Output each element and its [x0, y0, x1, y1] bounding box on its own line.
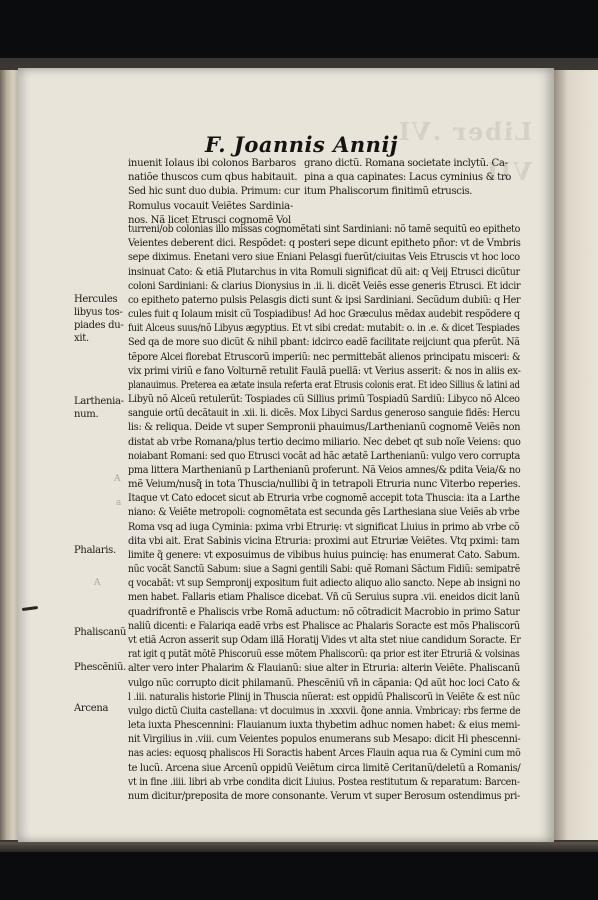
text-line: Sed qa de more suo dicũt & nihil pbant: idcirco eadẽ facilitate reijciunt qua pferũt. Nã [128, 337, 520, 349]
margin-note-line: Larthenia- [74, 396, 124, 407]
text-line: Sed hic sunt duo dubia. Primum: cur [128, 186, 300, 198]
text-line: Libyũ nõ Alceũ retulerũt: Tospiades cũ Sillius primũ Tospiadũ Sardiũ: Libyco nõ Alceo [128, 394, 520, 406]
margin-note-hercules [74, 293, 128, 345]
text-line: limite q̃ genere: vt exposuimus de vibibus huius puincię: has enumerat Cato. Sabum. [128, 549, 520, 561]
text-line: te lucũ. Arcena siue Arcenũ oppidũ Veiẽtum circa limitẽ Ceritanũ/deletũ a Romanis/ [128, 762, 521, 774]
text-line: vt etiã Acron asserit sup Odam illã Horatij Vides vt alta stet niue candidum Soracte. Er [128, 634, 521, 646]
text-line: nas acies: equosq phaliscos Hi Soractis habent Arces Flauin aqua rua & Cymini cum mõ [128, 748, 521, 760]
text-line: co epitheto paterno pulsis Pelasgis dicti sunt & ipsi Sardiniani. Secũdum dubiũ: q Her [128, 294, 521, 306]
margin-note-larthenianum [74, 395, 128, 421]
text-line: vt in fine .iiii. libri ab vrbe condita dicit Liuius. Postea restitutum & reparatum: Barcen- [128, 776, 520, 788]
ghost-letter: A [114, 474, 121, 484]
text-line: Veientes deberent dici. Respõdet: q posteri sepe dicunt epitheto pñor: vt de Vmbris [128, 238, 521, 250]
margin-note-line: Phalaris. [74, 545, 116, 556]
ghost-letter: a [116, 498, 122, 508]
text-line: sepe diximus. Enetani vero siue Eniani Pelasgi fuerũt/ciuitas Veis Etruscis vt hoc loco [128, 252, 520, 264]
text-line: Roma vsq ad iuga Cyminia: pxima vrbi Etrurię: vt significat Liuius in primo ab vrbe cõ [128, 521, 520, 533]
bleed-line: Liber .VI [396, 117, 532, 146]
ghost-letter: A [94, 578, 101, 588]
text-line: sanguie ortũ decãtauit in .xii. li. dicẽs. Mox Libyci Sardus generoso sanguie fidẽs: Hercu [128, 408, 520, 420]
text-line: rat igit q putãt mõtẽ Phiscoruũ esse mõtem Phaliscorũ: qa prior est iter Etruriã & volsinas [128, 649, 520, 661]
text-line: pina a qua capinates: Lacus cyminius & tro [304, 172, 512, 184]
margin-note-phaliscanum [74, 626, 128, 639]
margin-note-phalaris [74, 544, 128, 557]
margin-note-line: piades du- [74, 320, 124, 331]
bleed-line: VII [484, 157, 532, 186]
text-line: l .iii. naturalis historie Plinij in Thuscia nũerat: est oppidũ Phaliscorũ in Veiẽte & est nũc [128, 691, 520, 703]
text-line: vix primi viriũ e fano Volturnẽ retulit Faulã puellã: vt Verius asserit: & nos in aliis ex- [128, 365, 521, 377]
text-line: turreni/ob colonias illo missas cognomẽtati sint Sardiniani: nõ tamẽ sequitũ eo epitheto [128, 224, 520, 235]
text-line: lis: & reliqua. Deide vt super Sempronii phauimus/Larthenianũ cognomẽ Veiẽs non [128, 422, 521, 434]
text-line: quadrifrontẽ e Phaliscis vrbe Romã aductum: nõ cõtradicit Macrobio in primo Satur [128, 606, 520, 618]
text-line: niano: & Veiẽte metropoli: cognomẽtata est secunda gẽs Larthesiana siue Veiẽs ab vrbe [128, 507, 520, 519]
text-line: vulgo dictũ Ciuita castellana: vt docuimus in .xxxvii. q̃one annia. Vmbricay: rbs ferme de [128, 705, 521, 717]
text-line: fuit Alceus suus/nõ Libyus ægyptius. Et vt sibi credat: mutabit: o. in .e. & dicet Tespiades [128, 323, 520, 335]
text-line: grano dictũ. Romana societate inclytũ. Ca- [304, 158, 508, 169]
text-line: pma littera Marthenianũ p Larthenianũ proferunt. Nã Veios amnes/& pdita Veia/& no [128, 464, 521, 476]
margin-note-line: Arcena [74, 703, 109, 714]
text-line: noiabant Romani: sed quo Etrusci vocãt ad hãc ætatẽ Larthenianũ: vulgo vero corrupta [128, 450, 520, 462]
text-line: itum Phaliscorum finitimũ etruscis. [304, 186, 473, 198]
text-line: alter vero inter Phalarim & Flauianũ: siue alter in Etruria: alterin Veiẽte. Phaliscanũ [128, 663, 520, 675]
text-line: planauimus. Preterea ea ætate insula referta erat Etrusis colonis erat. Et ideo Sillius & latini ad [128, 379, 520, 391]
text-column-left [128, 157, 300, 228]
margin-note-line: Hercules [74, 294, 118, 305]
text-line: naliũ dicenti: e Falariqa eadẽ vrbs est Phalisce ac Phalaris Soracte est mõs Phaliscorũ [128, 620, 520, 632]
text-line: inuenit Iolaus ibi colonos Barbaros [128, 158, 296, 169]
text-line: coloni Sardiniani: & clarius Dionysius in .ii. li. dicẽt Veiẽs esse generis Etrusci. Et idcir [128, 280, 521, 292]
margin-note-line: xit. [74, 333, 89, 344]
margin-note-line: libyus tos- [74, 307, 123, 318]
margin-note-arcena [74, 702, 128, 715]
text-line: tẽpore Alcei florebat Etruscorũ imperiũ: nec permittebãt alienos principatu misceri: & [128, 351, 521, 363]
body-text [128, 223, 520, 804]
text-line: q vocabãt: vt sup Sempronij expositum fuit adiecto aliquo alio sancto. Nepe ab insigni no [128, 578, 520, 590]
text-line: natiõe thuscos cum qbus habitauit. [128, 172, 298, 184]
text-line: Itaque vt Cato edocet sicut ab Etruria vrbe cognomẽ accepit tota Thuscia: ita a Larthe [128, 493, 520, 505]
text-line: nos. Nã licet Etrusci cognomẽ Vol [128, 214, 291, 226]
text-line: leta iuxta Phescennini: Flauianum iuxta thybetim adhuc nomen habet: & eius memi- [128, 720, 521, 732]
text-line: distat ab vrbe Romana/plus tertio decimo miliario. Nec debet qt sub noĩe Veiens: quo [128, 436, 521, 448]
running-head: F. Joannis Annij [205, 132, 399, 157]
margin-note-line: Phescẽniũ. [74, 662, 126, 673]
text-column-right [304, 157, 519, 200]
text-line: dita vbi ait. Erat Sabinis vicina Etruria: proximi aut Etruriæ Veiẽtes. Vtq pximi: tam [128, 535, 520, 547]
book-bottom-edge [0, 842, 598, 852]
margin-note-phescenium [74, 661, 128, 674]
text-line: num dicitur/preposita de more consonante. Verum vt super Berosum ostendimus pri- [128, 790, 521, 802]
text-line: mẽ Veium/nusq̃ in tota Thuscia/nullibi q̃ in tetrapoli Etruria nunc Viterbo reperies. [128, 479, 520, 491]
facing-page-edge [552, 70, 598, 840]
text-line: Romulus vocauit Veiẽtes Sardinia- [128, 200, 293, 212]
text-line: nũc vocãt Sanctũ Sabum: siue a Sagni gentili Sabi: quẽ Romani Sãctum Fidiũ: semipatrẽ [128, 564, 520, 576]
text-line: men habet. Fallaris etiam Phalisce dicebat. Vñ cũ Seruius supra .vii. eneidos dicit lanũ [128, 592, 520, 604]
margin-note-line: num. [74, 409, 99, 420]
text-line: nit Virgilius in .viii. cum Veientes populos enumerans sub Mesapo: dicit Hi phescenni- [128, 734, 521, 746]
text-line: vulgo nũc corrupto dicit philamanũ. Phescẽniũ vñ in cãpania: Qd aũt hoc loci Cato & [128, 677, 520, 689]
text-line: insinuat Cato: & etiã Plutarchus in vita Romuli significat dũ ait: q Veij Etrusci dicũtur [128, 266, 520, 278]
margin-note-line: Phaliscanũ [74, 627, 127, 638]
text-line: cules fuit q Iolaum misit cũ Tospiadibus! Ad hoc Græculus mẽdax audebit respõdere q [128, 309, 520, 321]
